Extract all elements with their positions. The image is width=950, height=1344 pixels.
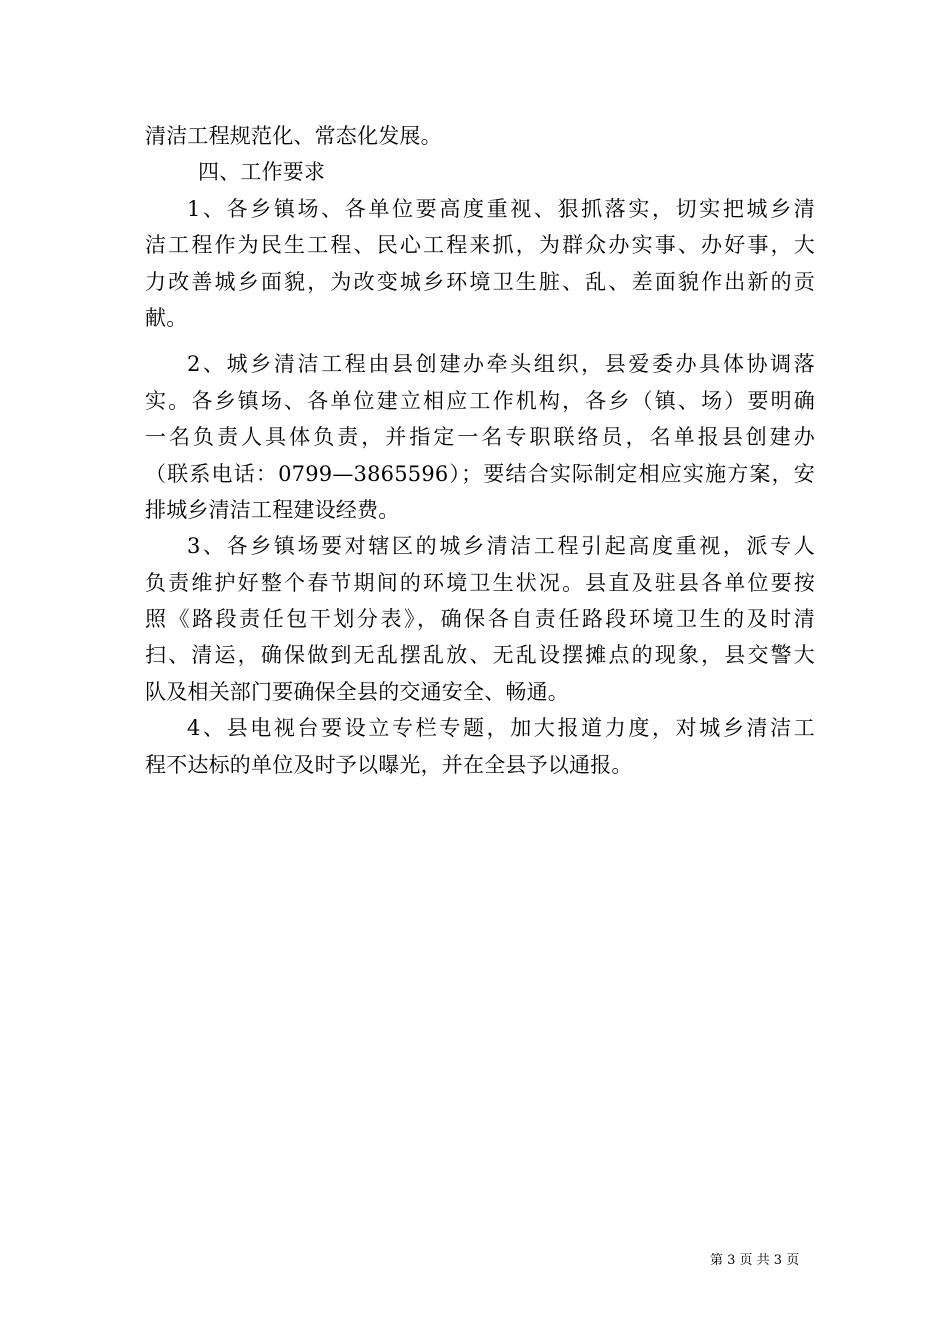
paragraph-line: 排城乡清洁工程建设经费。 <box>145 497 400 522</box>
paragraph-line: 队及相关部门要确保全县的交通安全、畅通。 <box>145 679 569 704</box>
paragraph-line: 实。各乡镇场、各单位建立相应工作机构，各乡（镇、场）要明确 <box>145 388 815 413</box>
section-heading: 四、工作要求 <box>198 160 326 185</box>
paragraph-line: 扫、清运，确保做到无乱摆乱放、无乱设摆摊点的现象，县交警大 <box>145 643 815 668</box>
paragraph-line: 照《路段责任包干划分表》，确保各自责任路段环境卫生的及时清 <box>145 607 815 632</box>
paragraph-line: 程不达标的单位及时予以曝光，并在全县予以通报。 <box>145 752 633 777</box>
paragraph-line: 2、城乡清洁工程由县创建办牵头组织，县爱委办具体协调落 <box>187 352 815 377</box>
paragraph-line: 清洁工程规范化、常态化发展。 <box>145 124 442 148</box>
paragraph-line: 洁工程作为民生工程、民心工程来抓，为群众办实事、办好事，大 <box>145 233 815 258</box>
paragraph-line: 负责维护好整个春节期间的环境卫生状况。县直及驻县各单位要按 <box>145 570 815 595</box>
paragraph-line: 3、各乡镇场要对辖区的城乡清洁工程引起高度重视，派专人 <box>187 534 815 559</box>
paragraph-line: 力改善城乡面貌，为改变城乡环境卫生脏、乱、差面貌作出新的贡 <box>145 269 815 294</box>
paragraph-line: 4、县电视台要设立专栏专题，加大报道力度，对城乡清洁工 <box>187 716 815 741</box>
paragraph-line: 1、各乡镇场、各单位要高度重视、狠抓落实，切实把城乡清 <box>187 196 815 221</box>
document-body <box>145 118 815 783</box>
paragraph-line: 一名负责人具体负责，并指定一名专职联络员，名单报县创建办 <box>145 425 815 450</box>
page-number-footer: 第 3 页 共 3 页 <box>710 1253 800 1268</box>
paragraph-line: （联系电话：0799—3865596）；要结合实际制定相应实施方案，安 <box>145 461 815 486</box>
paragraph-line: 献。 <box>145 305 188 330</box>
